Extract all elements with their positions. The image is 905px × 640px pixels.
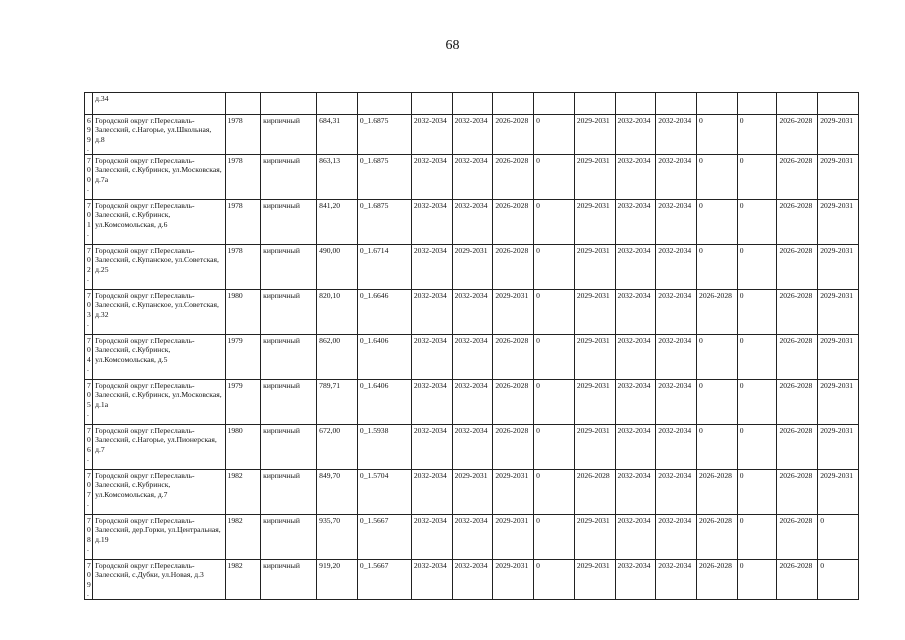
- cell-material: кирпичный: [261, 155, 317, 200]
- cell-address: Городской округ г.Переславль-Залесский, с.Кубринск, ул.Комсомольская, д.6: [93, 200, 225, 245]
- cell-area: 849,70: [317, 470, 358, 515]
- cell-c11: 2029-2031: [818, 380, 859, 425]
- cell-no: 706.: [85, 425, 93, 470]
- cell-c1: [411, 93, 452, 115]
- cell-c3: 2029-2031: [493, 560, 534, 600]
- cell-year: 1978: [225, 200, 261, 245]
- cell-c1: 2032-2034: [411, 560, 452, 600]
- cell-c2: 2032-2034: [452, 200, 493, 245]
- cell-material: кирпичный: [261, 335, 317, 380]
- cell-c1: 2032-2034: [411, 115, 452, 155]
- cell-c4: 0: [534, 515, 575, 560]
- cell-no: 702.: [85, 245, 93, 290]
- cell-c6: 2032-2034: [615, 470, 656, 515]
- cell-c11: 2029-2031: [818, 155, 859, 200]
- cell-address: Городской округ г.Переславль-Залесский, с.Купанское, ул.Советская, д.25: [93, 245, 225, 290]
- cell-c2: 2032-2034: [452, 155, 493, 200]
- cell-address: Городской округ г.Переславль-Залесский, с.Кубринск, ул.Комсомольская, д.5: [93, 335, 225, 380]
- cell-index: 0_1.6714: [357, 245, 411, 290]
- cell-c9: 0: [737, 245, 777, 290]
- cell-c10: 2026-2028: [777, 245, 818, 290]
- cell-c11: 2029-2031: [818, 425, 859, 470]
- cell-c10: 2026-2028: [777, 155, 818, 200]
- cell-c6: 2032-2034: [615, 290, 656, 335]
- cell-c8: 0: [697, 425, 738, 470]
- cell-year: 1978: [225, 115, 261, 155]
- cell-c3: 2026-2028: [493, 335, 534, 380]
- cell-c1: 2032-2034: [411, 290, 452, 335]
- cell-c8: 2026-2028: [697, 290, 738, 335]
- cell-c5: 2029-2031: [574, 335, 615, 380]
- cell-c1: 2032-2034: [411, 245, 452, 290]
- cell-area: 490,00: [317, 245, 358, 290]
- cell-year: 1982: [225, 560, 261, 600]
- cell-index: 0_1.5667: [357, 515, 411, 560]
- cell-c5: [574, 93, 615, 115]
- cell-c10: 2026-2028: [777, 560, 818, 600]
- cell-c10: 2026-2028: [777, 380, 818, 425]
- cell-no: 701.: [85, 200, 93, 245]
- cell-c8: 0: [697, 115, 738, 155]
- cell-c9: 0: [737, 115, 777, 155]
- cell-c10: 2026-2028: [777, 290, 818, 335]
- cell-c9: 0: [737, 335, 777, 380]
- cell-c6: [615, 93, 656, 115]
- cell-year: 1982: [225, 470, 261, 515]
- cell-c7: [656, 93, 697, 115]
- cell-c4: 0: [534, 115, 575, 155]
- cell-no: 708.: [85, 515, 93, 560]
- cell-index: 0_1.6875: [357, 200, 411, 245]
- cell-c10: 2026-2028: [777, 335, 818, 380]
- cell-material: кирпичный: [261, 200, 317, 245]
- cell-index: 0_1.5667: [357, 560, 411, 600]
- cell-c7: 2032-2034: [656, 515, 697, 560]
- cell-year: 1978: [225, 245, 261, 290]
- cell-address: д.34: [93, 93, 225, 115]
- cell-c8: [697, 93, 738, 115]
- table-row: [85, 155, 859, 200]
- cell-c2: 2032-2034: [452, 425, 493, 470]
- table-row-continuation: [85, 93, 859, 115]
- cell-material: кирпичный: [261, 425, 317, 470]
- cell-year: 1980: [225, 425, 261, 470]
- cell-c10: [777, 93, 818, 115]
- cell-c4: 0: [534, 335, 575, 380]
- cell-address: Городской округ г.Переславль-Залесский, дер.Горки, ул.Центральная, д.19: [93, 515, 225, 560]
- cell-c2: 2032-2034: [452, 560, 493, 600]
- cell-material: кирпичный: [261, 470, 317, 515]
- cell-index: 0_1.6406: [357, 380, 411, 425]
- cell-c2: 2029-2031: [452, 470, 493, 515]
- cell-c5: 2029-2031: [574, 515, 615, 560]
- cell-c5: 2029-2031: [574, 560, 615, 600]
- cell-c10: 2026-2028: [777, 115, 818, 155]
- cell-c4: 0: [534, 200, 575, 245]
- cell-c1: 2032-2034: [411, 425, 452, 470]
- cell-address: Городской округ г.Переславль-Залесский, с.Дубки, ул.Новая, д.3: [93, 560, 225, 600]
- cell-c5: 2029-2031: [574, 290, 615, 335]
- table-row: [85, 200, 859, 245]
- cell-c5: 2029-2031: [574, 115, 615, 155]
- table-row: [85, 560, 859, 600]
- cell-c9: 0: [737, 470, 777, 515]
- cell-material: кирпичный: [261, 290, 317, 335]
- cell-c1: 2032-2034: [411, 200, 452, 245]
- cell-address: Городской округ г.Переславль-Залесский, с.Купанское, ул.Советская, д.32: [93, 290, 225, 335]
- cell-c9: 0: [737, 425, 777, 470]
- cell-c4: 0: [534, 290, 575, 335]
- cell-c11: 2029-2031: [818, 470, 859, 515]
- cell-c5: 2026-2028: [574, 470, 615, 515]
- cell-no: [85, 93, 93, 115]
- cell-c5: 2029-2031: [574, 155, 615, 200]
- cell-year: 1979: [225, 380, 261, 425]
- cell-no: 699.: [85, 115, 93, 155]
- cell-c3: [493, 93, 534, 115]
- table-row: [85, 470, 859, 515]
- table-row: [85, 245, 859, 290]
- cell-year: 1978: [225, 155, 261, 200]
- cell-year: 1982: [225, 515, 261, 560]
- cell-c1: 2032-2034: [411, 470, 452, 515]
- cell-address: Городской округ г.Переславль-Залесский, с.Кубринск, ул.Московская, д.1а: [93, 380, 225, 425]
- cell-c11: 0: [818, 560, 859, 600]
- cell-index: 0_1.6646: [357, 290, 411, 335]
- cell-c7: 2032-2034: [656, 560, 697, 600]
- cell-c11: [818, 93, 859, 115]
- cell-c11: 0: [818, 515, 859, 560]
- cell-c2: 2032-2034: [452, 115, 493, 155]
- cell-c11: 2029-2031: [818, 290, 859, 335]
- cell-index: [357, 93, 411, 115]
- cell-c7: 2032-2034: [656, 290, 697, 335]
- cell-c9: 0: [737, 515, 777, 560]
- cell-c3: 2029-2031: [493, 470, 534, 515]
- cell-area: 684,31: [317, 115, 358, 155]
- cell-c9: 0: [737, 200, 777, 245]
- cell-c2: 2029-2031: [452, 245, 493, 290]
- cell-material: [261, 93, 317, 115]
- cell-c10: 2026-2028: [777, 425, 818, 470]
- table-row: [85, 290, 859, 335]
- cell-c8: 0: [697, 155, 738, 200]
- cell-c9: 0: [737, 155, 777, 200]
- cell-c8: 0: [697, 245, 738, 290]
- table-row: [85, 115, 859, 155]
- cell-c2: 2032-2034: [452, 335, 493, 380]
- table-row: [85, 335, 859, 380]
- cell-year: 1980: [225, 290, 261, 335]
- cell-c3: 2029-2031: [493, 290, 534, 335]
- cell-c7: 2032-2034: [656, 470, 697, 515]
- cell-material: кирпичный: [261, 115, 317, 155]
- cell-c4: 0: [534, 425, 575, 470]
- cell-c2: 2032-2034: [452, 290, 493, 335]
- cell-c11: 2029-2031: [818, 200, 859, 245]
- cell-c10: 2026-2028: [777, 200, 818, 245]
- cell-address: Городской округ г.Переславль-Залесский, с.Нагорье, ул.Школьная, д.8: [93, 115, 225, 155]
- cell-year: [225, 93, 261, 115]
- cell-c8: 2026-2028: [697, 515, 738, 560]
- cell-c11: 2029-2031: [818, 335, 859, 380]
- cell-c7: 2032-2034: [656, 335, 697, 380]
- cell-c4: 0: [534, 245, 575, 290]
- cell-c9: 0: [737, 560, 777, 600]
- cell-c6: 2032-2034: [615, 560, 656, 600]
- cell-c1: 2032-2034: [411, 380, 452, 425]
- cell-material: кирпичный: [261, 560, 317, 600]
- page-number: 68: [445, 38, 460, 53]
- cell-area: 841,20: [317, 200, 358, 245]
- cell-index: 0_1.6875: [357, 155, 411, 200]
- cell-c7: 2032-2034: [656, 155, 697, 200]
- cell-c7: 2032-2034: [656, 425, 697, 470]
- cell-index: 0_1.5704: [357, 470, 411, 515]
- cell-c2: 2032-2034: [452, 380, 493, 425]
- cell-area: 789,71: [317, 380, 358, 425]
- cell-c4: 0: [534, 470, 575, 515]
- cell-no: 700.: [85, 155, 93, 200]
- cell-c10: 2026-2028: [777, 470, 818, 515]
- cell-c3: 2026-2028: [493, 200, 534, 245]
- cell-c8: 0: [697, 335, 738, 380]
- cell-c4: 0: [534, 560, 575, 600]
- cell-c1: 2032-2034: [411, 515, 452, 560]
- cell-c7: 2032-2034: [656, 200, 697, 245]
- cell-index: 0_1.6406: [357, 335, 411, 380]
- housing-registry-table: [84, 92, 859, 600]
- cell-c5: 2029-2031: [574, 200, 615, 245]
- cell-c6: 2032-2034: [615, 245, 656, 290]
- table-row: [85, 380, 859, 425]
- cell-c2: [452, 93, 493, 115]
- cell-material: кирпичный: [261, 515, 317, 560]
- cell-index: 0_1.6875: [357, 115, 411, 155]
- cell-c9: 0: [737, 380, 777, 425]
- cell-area: [317, 93, 358, 115]
- cell-c11: 2029-2031: [818, 245, 859, 290]
- cell-c7: 2032-2034: [656, 380, 697, 425]
- cell-c7: 2032-2034: [656, 245, 697, 290]
- cell-area: 935,70: [317, 515, 358, 560]
- cell-material: кирпичный: [261, 380, 317, 425]
- cell-c6: 2032-2034: [615, 115, 656, 155]
- cell-c6: 2032-2034: [615, 155, 656, 200]
- cell-c9: 0: [737, 290, 777, 335]
- cell-c3: 2026-2028: [493, 380, 534, 425]
- cell-c1: 2032-2034: [411, 335, 452, 380]
- cell-c4: 0: [534, 380, 575, 425]
- cell-c2: 2032-2034: [452, 515, 493, 560]
- cell-c8: 0: [697, 200, 738, 245]
- cell-area: 820,10: [317, 290, 358, 335]
- cell-c6: 2032-2034: [615, 515, 656, 560]
- table-row: [85, 515, 859, 560]
- cell-c1: 2032-2034: [411, 155, 452, 200]
- cell-c3: 2029-2031: [493, 515, 534, 560]
- cell-no: 704.: [85, 335, 93, 380]
- cell-c6: 2032-2034: [615, 200, 656, 245]
- cell-address: Городской округ г.Переславль-Залесский, с.Нагорье, ул.Пионерская, д.7: [93, 425, 225, 470]
- cell-c8: 2026-2028: [697, 470, 738, 515]
- cell-c8: 0: [697, 380, 738, 425]
- cell-material: кирпичный: [261, 245, 317, 290]
- cell-area: 862,00: [317, 335, 358, 380]
- cell-no: 707.: [85, 470, 93, 515]
- cell-c3: 2026-2028: [493, 115, 534, 155]
- cell-c5: 2029-2031: [574, 425, 615, 470]
- cell-c9: [737, 93, 777, 115]
- cell-no: 703.: [85, 290, 93, 335]
- cell-c7: 2032-2034: [656, 115, 697, 155]
- cell-index: 0_1.5938: [357, 425, 411, 470]
- cell-c10: 2026-2028: [777, 515, 818, 560]
- cell-area: 863,13: [317, 155, 358, 200]
- cell-c3: 2026-2028: [493, 155, 534, 200]
- cell-c6: 2032-2034: [615, 425, 656, 470]
- table-body: [85, 93, 859, 600]
- cell-address: Городской округ г.Переславль-Залесский, с.Кубринск, ул.Московская, д.7а: [93, 155, 225, 200]
- cell-c6: 2032-2034: [615, 335, 656, 380]
- cell-c3: 2026-2028: [493, 245, 534, 290]
- cell-c6: 2032-2034: [615, 380, 656, 425]
- cell-c8: 2026-2028: [697, 560, 738, 600]
- cell-c4: [534, 93, 575, 115]
- cell-c3: 2026-2028: [493, 425, 534, 470]
- cell-year: 1979: [225, 335, 261, 380]
- cell-area: 919,20: [317, 560, 358, 600]
- cell-no: 709.: [85, 560, 93, 600]
- table-row: [85, 425, 859, 470]
- cell-no: 705.: [85, 380, 93, 425]
- cell-c5: 2029-2031: [574, 245, 615, 290]
- cell-area: 672,00: [317, 425, 358, 470]
- cell-c5: 2029-2031: [574, 380, 615, 425]
- cell-c11: 2029-2031: [818, 115, 859, 155]
- cell-c4: 0: [534, 155, 575, 200]
- cell-address: Городской округ г.Переславль-Залесский, с.Кубринск, ул.Комсомольская, д.7: [93, 470, 225, 515]
